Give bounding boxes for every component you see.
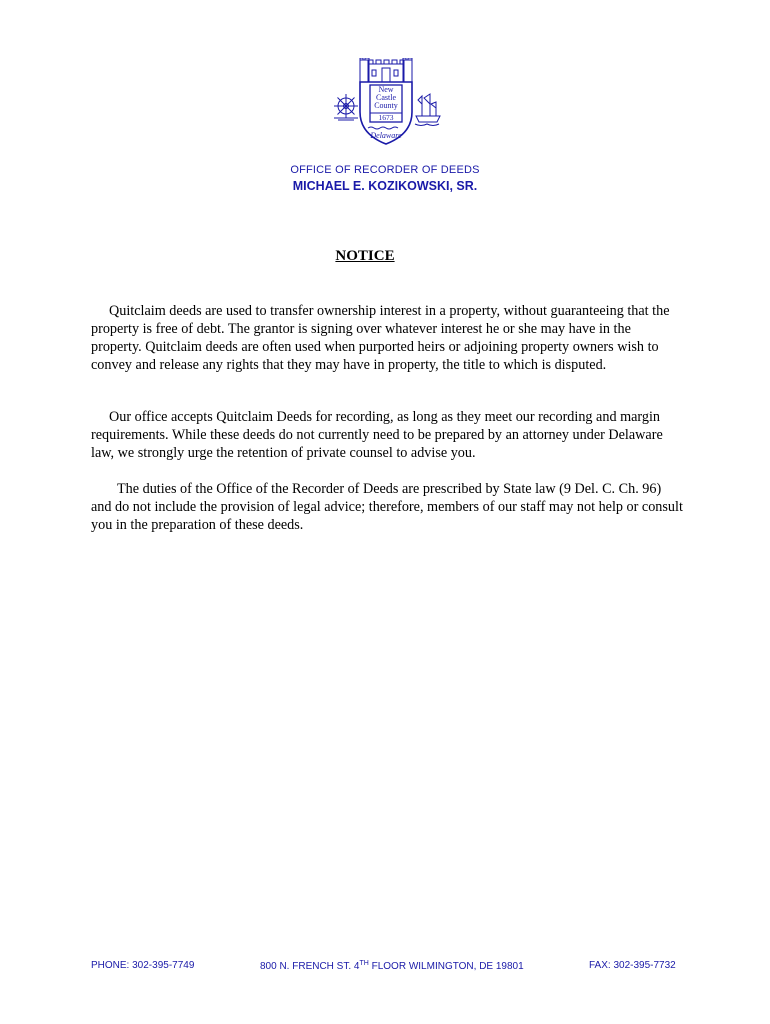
seal-state: Delaware: [370, 131, 402, 140]
new-castle-county-seal-logo: [330, 58, 442, 162]
seal-line-2: Castle: [376, 93, 396, 102]
office-title: OFFICE OF RECORDER OF DEEDS: [290, 164, 480, 176]
seal-year: 1673: [378, 113, 394, 122]
notice-heading: NOTICE: [335, 248, 395, 264]
footer-address-floor-suffix: TH: [359, 960, 369, 967]
notice-paragraph-2: Our office accepts Quitclaim Deeds for recording, as long as they meet our recording and margin requirements. While these deeds do not currently need to be prepared by an attorney under Delaware law, we strongly urge the retention of private counsel to advise you.: [91, 409, 663, 461]
page-footer: [0, 960, 770, 976]
seal-line-1: New: [378, 85, 394, 94]
office-holder-name: MICHAEL E. KOZIKOWSKI, SR.: [292, 179, 478, 193]
footer-address: [260, 960, 524, 972]
footer-phone: PHONE: 302-395-7749: [91, 960, 195, 971]
footer-address-city: FLOOR WILMINGTON, DE 19801: [368, 961, 524, 972]
footer-fax: FAX: 302-395-7732: [589, 960, 676, 971]
notice-paragraph-1: Quitclaim deeds are used to transfer ownership interest in a property, without guaranteeing that the property is free of debt. The grantor is signing over whatever interest he or she may have in the property. Quitclaim deeds are often used when purported heirs or adjoining property owners wish to convey and release any rights that they may have in property, the title to which is disputed.: [91, 303, 670, 373]
seal-line-3: County: [374, 101, 398, 110]
footer-address-street: 800 N. FRENCH ST. 4: [260, 961, 360, 972]
notice-paragraph-3: The duties of the Office of the Recorder of Deeds are prescribed by State law (9 Del. C. Ch. 96) and do not include the provision of legal advice; therefore, members of our staff may not help or consult you in the preparation of these deeds.: [91, 481, 683, 533]
